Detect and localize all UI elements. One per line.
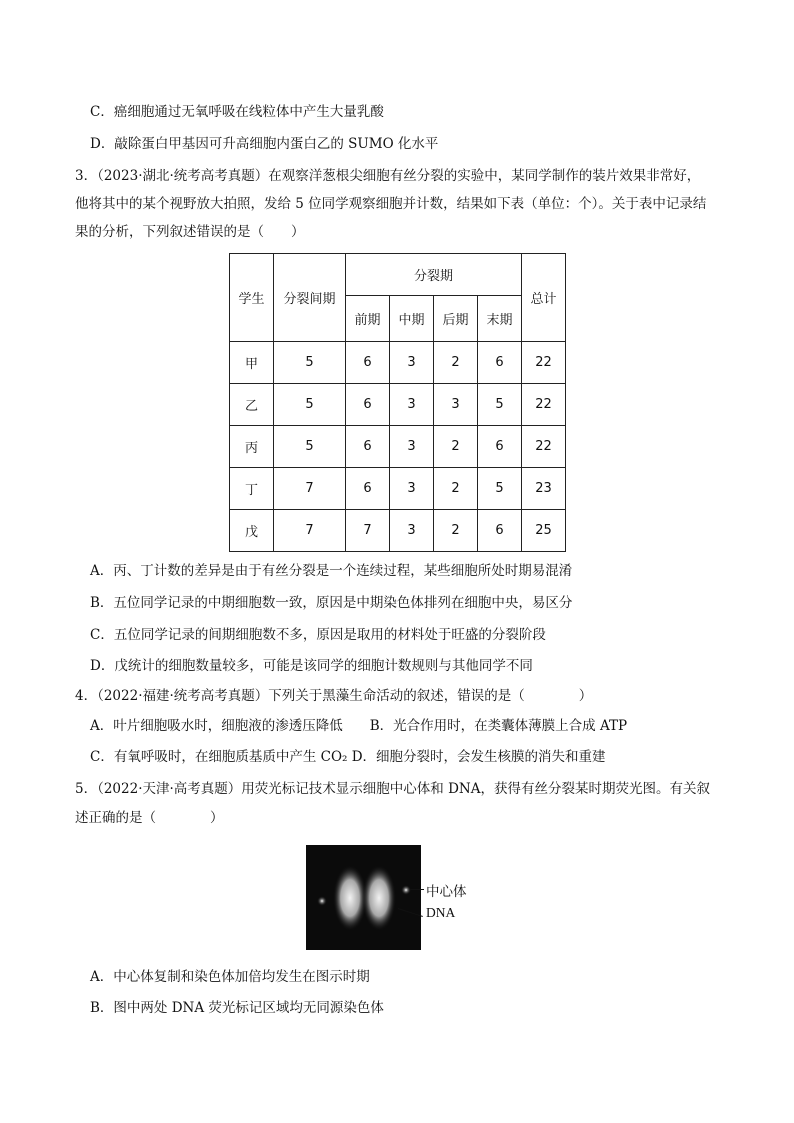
cell: 23 (522, 468, 566, 510)
table-row (230, 384, 566, 426)
header-division: 分裂期 (346, 254, 522, 296)
label-centrosome: 中心体 (426, 884, 467, 899)
cell: 2 (434, 426, 478, 468)
q3-stem-line2: 他将其中的某个视野放大拍照，发给 5 位同学观察细胞并计数，结果如下表（单位：个）。关于表中记录结 (75, 196, 707, 212)
q5-stem-line1: 5．（2022·天津·高考真题）用荧光标记技术显示细胞中心体和 DNA，获得有丝分裂某时期荧光图。有关叙 (75, 781, 710, 797)
header-prophase: 前期 (346, 296, 390, 342)
cell: 3 (390, 384, 434, 426)
cell: 25 (522, 510, 566, 552)
dna-region-left (333, 865, 367, 931)
header-metaphase: 中期 (390, 296, 434, 342)
q4-options-ab: A．叶片细胞吸水时，细胞液的渗透压降低 B．光合作用时，在类囊体薄膜上合成 ATP (90, 718, 628, 734)
q3-stem-line3: 果的分析，下列叙述错误的是（ ） (75, 224, 305, 240)
cell: 6 (346, 426, 390, 468)
q2-option-d: D．敲除蛋白甲基因可升高细胞内蛋白乙的 SUMO 化水平 (90, 136, 439, 152)
q4-stem: 4．（2022·福建·统考高考真题）下列关于黑藻生命活动的叙述，错误的是（ ） (75, 688, 593, 704)
q5-stem-line2: 述正确的是（ ） (75, 810, 224, 826)
centrosome-left (317, 896, 327, 906)
cell: 6 (346, 468, 390, 510)
cell-count-table (229, 253, 566, 552)
cell: 2 (434, 510, 478, 552)
cell: 丙 (230, 426, 274, 468)
q5-option-b: B．图中两处 DNA 荧光标记区域均无同源染色体 (90, 1000, 384, 1016)
header-total: 总计 (522, 254, 566, 342)
cell: 5 (274, 384, 346, 426)
cell: 7 (346, 510, 390, 552)
q2-option-c: C．癌细胞通过无氧呼吸在线粒体中产生大量乳酸 (90, 104, 384, 120)
q5-option-a: A．中心体复制和染色体加倍均发生在图示时期 (90, 969, 370, 985)
cell: 6 (478, 426, 522, 468)
q3-option-d: D．戊统计的细胞数量较多，可能是该同学的细胞计数规则与其他同学不同 (90, 658, 533, 674)
header-interphase: 分裂间期 (274, 254, 346, 342)
cell: 22 (522, 384, 566, 426)
cell: 3 (434, 384, 478, 426)
q3-option-b: B．五位同学记录的中期细胞数一致，原因是中期染色体排列在细胞中央，易区分 (90, 595, 573, 611)
micrograph-image (306, 845, 421, 950)
centrosome-right (401, 885, 411, 895)
table-row (230, 342, 566, 384)
q3-option-c: C．五位同学记录的间期细胞数不多，原因是取用的材料处于旺盛的分裂阶段 (90, 627, 546, 643)
cell: 5 (478, 384, 522, 426)
cell: 乙 (230, 384, 274, 426)
cell: 2 (434, 468, 478, 510)
header-telophase: 末期 (478, 296, 522, 342)
centrosome-pointer-line (410, 889, 424, 890)
cell: 3 (390, 426, 434, 468)
dna-region-right (362, 865, 396, 931)
cell: 6 (346, 384, 390, 426)
fluorescence-micrograph (306, 845, 421, 950)
cell: 6 (346, 342, 390, 384)
cell: 6 (478, 510, 522, 552)
cell: 丁 (230, 468, 274, 510)
header-student: 学生 (230, 254, 274, 342)
cell: 戊 (230, 510, 274, 552)
cell: 22 (522, 342, 566, 384)
q3-stem-line1: 3．（2023·湖北·统考高考真题）在观察洋葱根尖细胞有丝分裂的实验中，某同学制作的装片效果非常好， (75, 168, 701, 184)
q4-options-cd: C．有氧呼吸时，在细胞质基质中产生 CO₂ D．细胞分裂时，会发生核膜的消失和重建 (90, 749, 606, 765)
header-anaphase: 后期 (434, 296, 478, 342)
cell: 3 (390, 468, 434, 510)
q3-option-a: A．丙、丁计数的差异是由于有丝分裂是一个连续过程，某些细胞所处时期易混淆 (90, 563, 573, 579)
cell: 7 (274, 510, 346, 552)
cell: 3 (390, 510, 434, 552)
table-row (230, 510, 566, 552)
cell: 3 (390, 342, 434, 384)
cell: 5 (478, 468, 522, 510)
cell: 甲 (230, 342, 274, 384)
table-row (230, 426, 566, 468)
cell: 2 (434, 342, 478, 384)
cell: 5 (274, 342, 346, 384)
label-dna: DNA (426, 905, 456, 920)
cell: 7 (274, 468, 346, 510)
cell: 6 (478, 342, 522, 384)
table-row (230, 468, 566, 510)
cell: 22 (522, 426, 566, 468)
cell: 5 (274, 426, 346, 468)
